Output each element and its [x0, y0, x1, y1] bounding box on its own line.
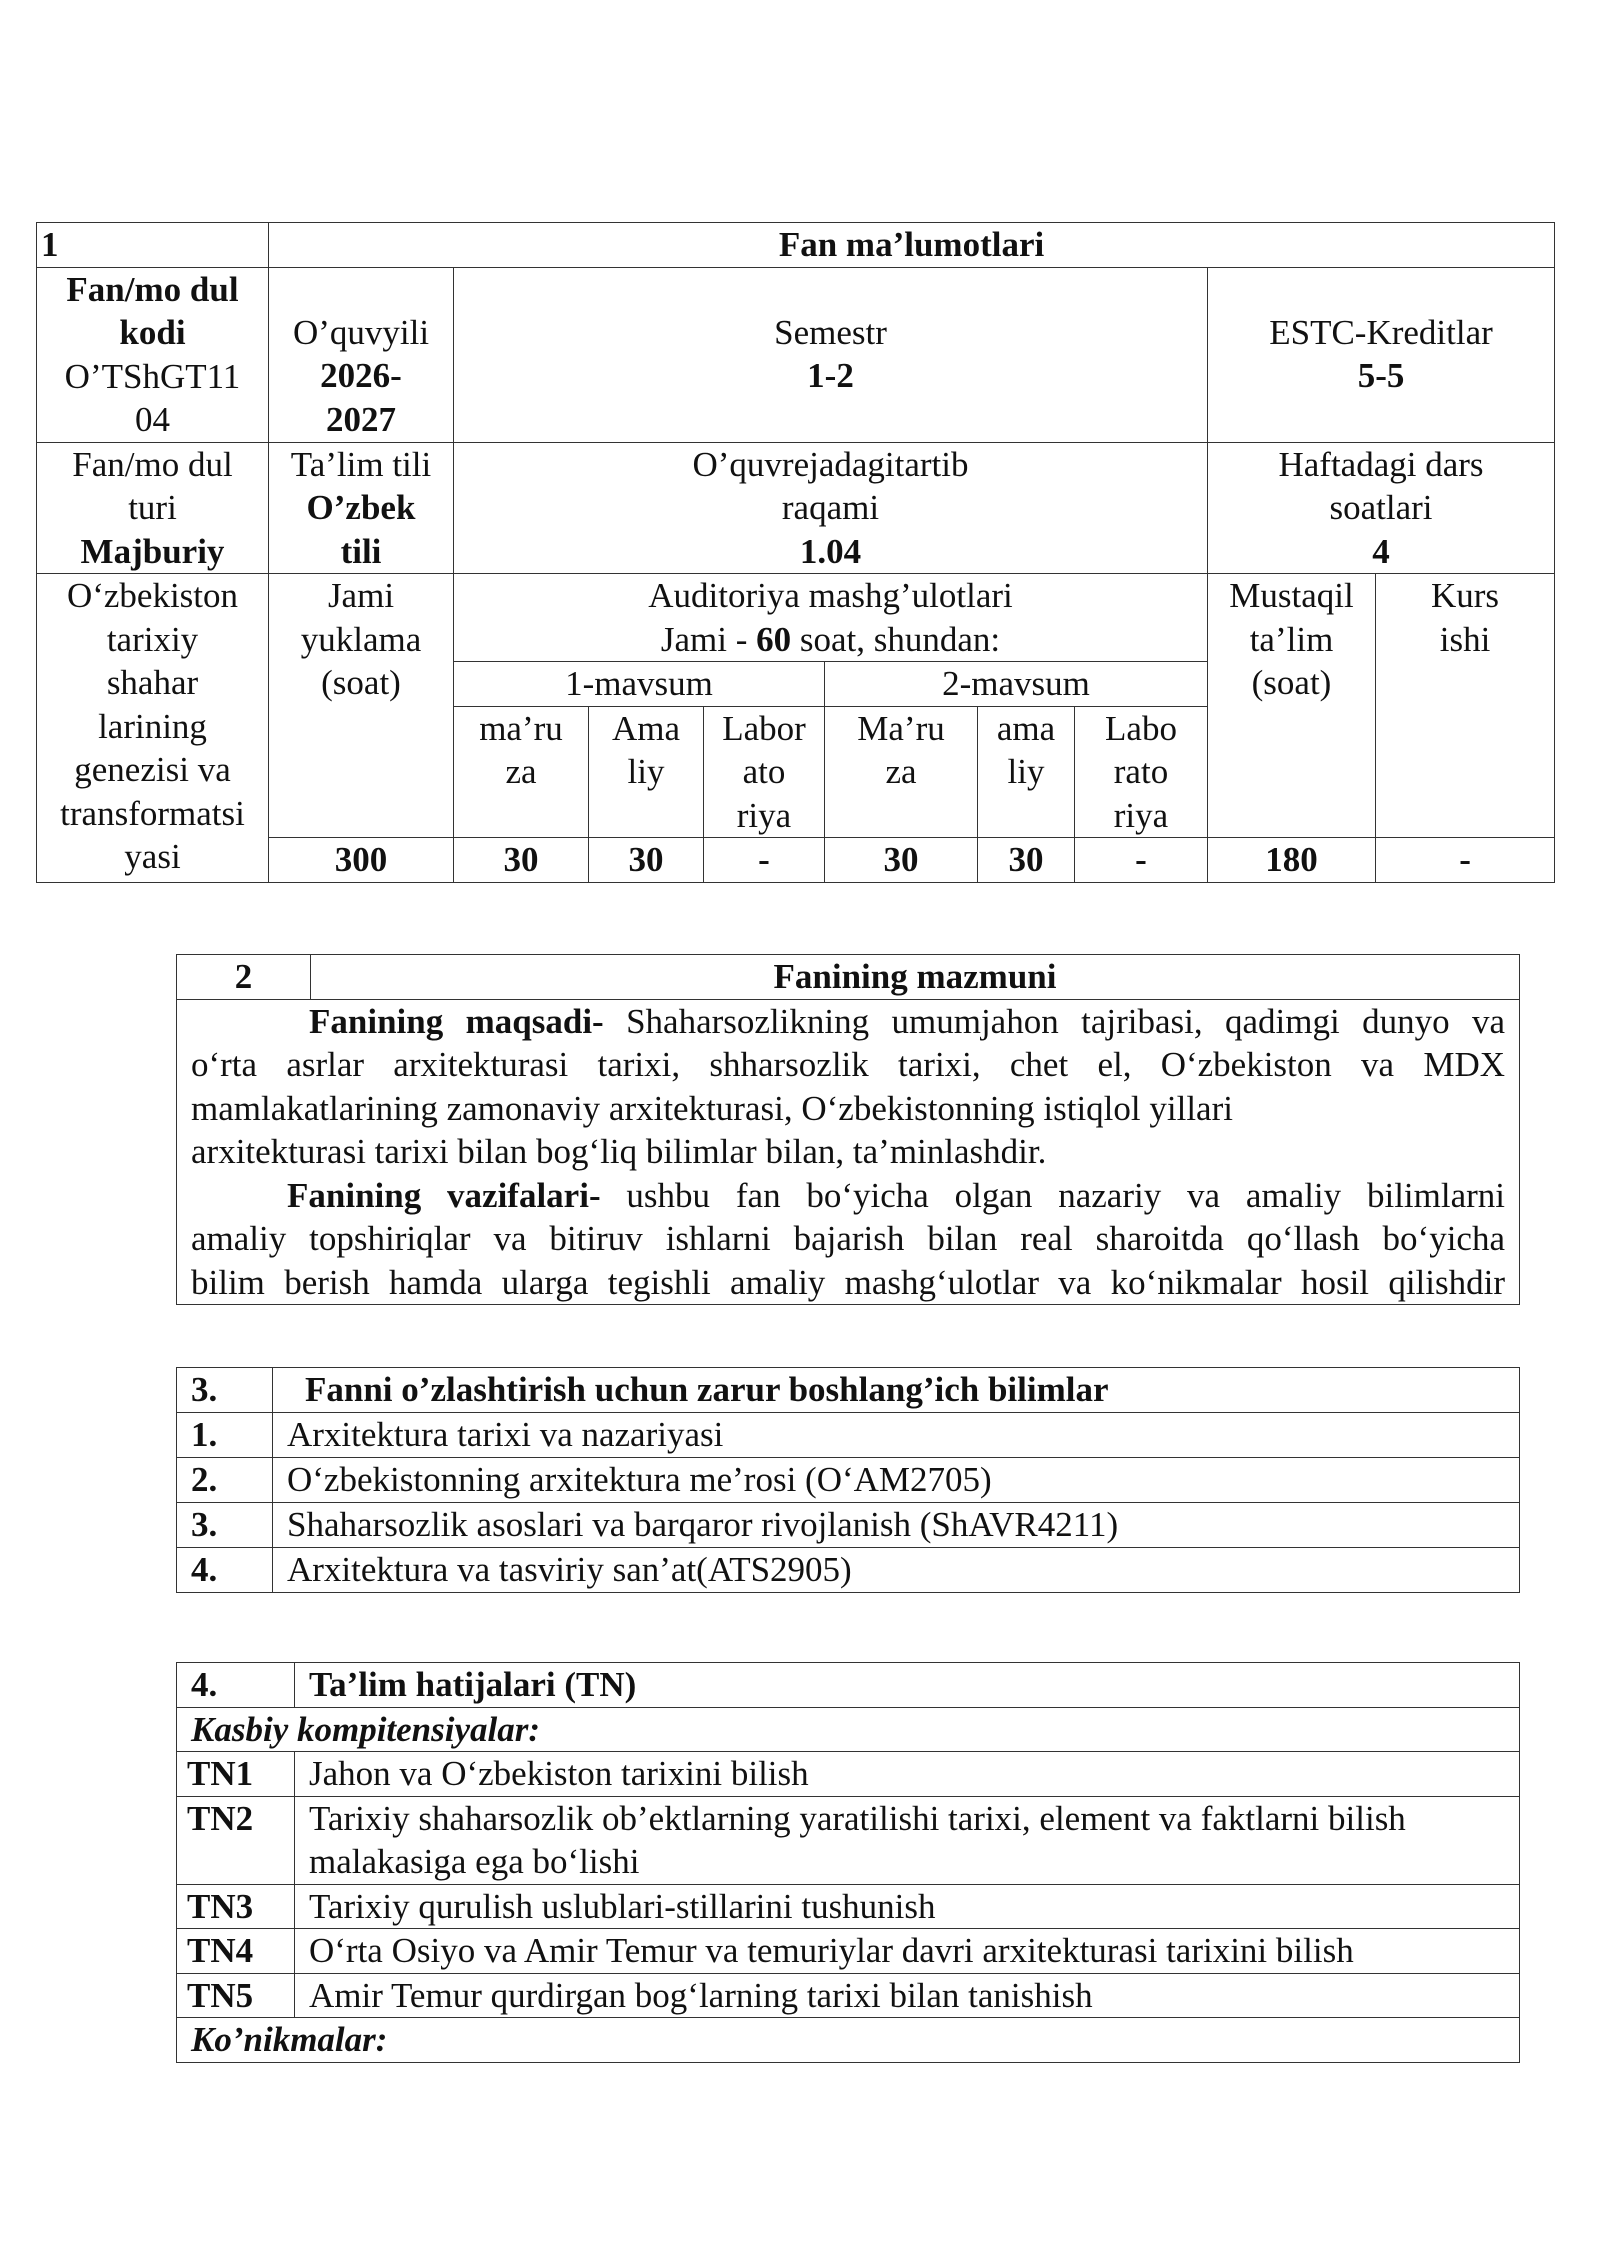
- module-type-value: Majburiy: [80, 531, 225, 571]
- curriculum-order-cell: [454, 442, 1208, 574]
- total-load-cell: [269, 574, 454, 838]
- section-number: 2: [177, 955, 311, 1000]
- auditorium-total: Jami - 60 soat, shundan:: [660, 619, 1001, 659]
- outcome-row: TN5 Amir Temur qurdirgan bog‘larning tarixi bilan tanishish: [177, 1973, 1520, 2018]
- subject-name-line: larining: [98, 706, 207, 746]
- section-number: 3.: [177, 1368, 273, 1413]
- language-value: O’zbek: [306, 488, 416, 527]
- prerequisite-row: 3. Shaharsozlik asoslari va barqaror rivojlanish (ShAVR4211): [177, 1503, 1520, 1548]
- subject-name-line: tarixiy: [106, 619, 199, 659]
- subject-name-line: transformatsi: [60, 793, 245, 833]
- learning-outcomes-table: [176, 1662, 1520, 2063]
- s2-lab-header: Labo rato riya: [1075, 706, 1208, 838]
- s2-practical-header: ama liy: [978, 706, 1075, 838]
- s2-lecture-header: Ma’ru za: [825, 706, 978, 838]
- language-value-2: tili: [340, 531, 382, 571]
- section-title: Fanining mazmuni: [311, 955, 1520, 1000]
- season-1-header: 1-mavsum: [454, 662, 825, 707]
- outcome-row: TN1 Jahon va O‘zbekiston tarixini bilish: [177, 1752, 1520, 1797]
- language-cell: [269, 442, 454, 574]
- credits-cell: [1208, 267, 1555, 442]
- outcome-row: TN4 O‘rta Osiyo va Amir Temur va temuriylar davri arxitekturasi tarixini bilish: [177, 1929, 1520, 1974]
- course-info-table: [36, 222, 1555, 883]
- subject-name-line: O‘zbekiston: [66, 576, 239, 615]
- season-2-header: 2-mavsum: [825, 662, 1208, 707]
- module-type-cell: [37, 442, 269, 574]
- outcome-row: TN3 Tarixiy qurulish uslublari-stillarini tushunish: [177, 1884, 1520, 1929]
- course-content-body: [177, 999, 1520, 1305]
- semester-value: 1-2: [807, 356, 854, 395]
- academic-year-value-2: 2027: [326, 399, 396, 439]
- module-code-cell: [37, 267, 269, 442]
- subject-name-line: shahar: [106, 663, 199, 702]
- language-label: Ta’lim tili: [290, 444, 432, 484]
- section-title: Ta’lim hatijalari (TN): [295, 1663, 1520, 1708]
- credits-value: 5-5: [1357, 356, 1405, 395]
- module-code-value-2: 04: [135, 400, 170, 439]
- tasks-line: Fanining vazifalari- ushbu fan bo‘yicha olgan nazariy va amaliy bilimlarni: [287, 1175, 1506, 1215]
- semester-cell: [454, 267, 1208, 442]
- s1-lecture-header: ma’ru za: [454, 706, 589, 838]
- auditorium-label: Auditoriya mashg’ulotlari: [648, 576, 1013, 615]
- academic-year-value: 2026-: [320, 356, 402, 395]
- subject-name-cell: [37, 574, 269, 883]
- course-work-value: -: [1376, 838, 1555, 883]
- curriculum-order-label-2: raqami: [781, 488, 880, 527]
- s1-lecture-value: 30: [454, 838, 589, 883]
- s1-practical-header: Ama liy: [589, 706, 704, 838]
- weekly-hours-value: 4: [1372, 531, 1390, 571]
- s2-lab-value: -: [1075, 838, 1208, 883]
- course-work-label: ishi: [1439, 619, 1491, 659]
- tasks-line: amaliy topshiriqlar va bitiruv ishlarni bajarish bilan real sharoitda qo‘llash bo‘yicha: [191, 1219, 1505, 1258]
- section-title: Fanni o’zlashtirish uchun zarur boshlang’ich bilimlar: [273, 1368, 1520, 1413]
- section-number: 1: [37, 223, 269, 268]
- curriculum-order-value: 1.04: [799, 531, 862, 571]
- independent-study-value: 180: [1208, 838, 1376, 883]
- course-content-table: [176, 954, 1520, 1305]
- goal-line: arxitekturasi tarixi bilan bog‘liq bilimlar bilan, ta’minlashdir.: [191, 1132, 1047, 1171]
- credits-label: ESTC-Kreditlar: [1269, 312, 1493, 352]
- auditorium-cell: [454, 574, 1208, 662]
- weekly-hours-label-2: soatlari: [1329, 488, 1433, 527]
- academic-year-cell: [269, 267, 454, 442]
- weekly-hours-label: Haftadagi dars: [1278, 444, 1484, 484]
- goal-line: mamlakatlarining zamonaviy arxitekturasi, O‘zbekistonning istiqlol yillari: [191, 1088, 1233, 1128]
- independent-study-label: ta’lim: [1249, 619, 1334, 659]
- s1-practical-value: 30: [589, 838, 704, 883]
- prerequisite-row: 2. O‘zbekistonning arxitektura me’rosi (O‘AM2705): [177, 1458, 1520, 1503]
- s2-practical-value: 30: [978, 838, 1075, 883]
- tasks-label: Fanining vazifalari-: [287, 1175, 601, 1215]
- subject-name-line: genezisi va: [74, 750, 231, 789]
- course-work-cell: [1376, 574, 1555, 838]
- academic-year-label: O’quvyili: [292, 312, 430, 352]
- prerequisite-row: 4. Arxitektura va tasviriy san’at(ATS2905): [177, 1548, 1520, 1593]
- module-type-label: Fan/mo dul: [72, 444, 233, 484]
- independent-study-label: Mustaqil: [1229, 576, 1354, 615]
- curriculum-order-label: O’quvrejadagitartib: [692, 444, 969, 484]
- s1-lab-value: -: [704, 838, 825, 883]
- weekly-hours-cell: [1208, 442, 1555, 574]
- independent-study-cell: [1208, 574, 1376, 838]
- total-load-label: (soat): [321, 663, 401, 702]
- semester-label: Semestr: [774, 312, 887, 352]
- module-type-label-2: turi: [128, 488, 177, 527]
- s1-lab-header: Labor ato riya: [704, 706, 825, 838]
- outcome-row: TN2 Tarixiy shaharsozlik ob’ektlarning yaratilishi tarixi, element va faktlarni bilish malakasiga ega bo‘lishi: [177, 1796, 1520, 1884]
- prerequisite-row: 1. Arxitektura tarixi va nazariyasi: [177, 1413, 1520, 1458]
- goal-line: o‘rta asrlar arxitekturasi tarixi, shharsozlik tarixi, chet el, O‘zbekiston va MDX: [191, 1045, 1505, 1084]
- competencies-label: Kasbiy kompitensiyalar:: [177, 1707, 1520, 1752]
- skills-label: Ko’nikmalar:: [177, 2018, 1520, 2063]
- independent-study-label: (soat): [1251, 663, 1332, 702]
- module-code-label: Fan/mo dul: [66, 269, 239, 309]
- total-load-label: yuklama: [300, 619, 422, 659]
- course-work-label: Kurs: [1430, 576, 1500, 615]
- section-number: 4.: [177, 1663, 295, 1708]
- prerequisites-table: [176, 1367, 1520, 1593]
- goal-line: Fanining maqsadi- Shaharsozlikning umumjahon tajribasi, qadimgi dunyo va: [309, 1001, 1505, 1041]
- module-code-value: O’TShGT11: [64, 356, 241, 396]
- section-title: Fan ma’lumotlari: [269, 223, 1555, 268]
- module-code-label-2: kodi: [119, 313, 186, 352]
- subject-name-line: yasi: [124, 837, 181, 876]
- total-load-label: Jami: [327, 576, 395, 615]
- total-load-value: 300: [269, 838, 454, 883]
- tasks-line: bilim berish hamda ularga tegishli amaliy mashg‘ulotlar va ko‘nikmalar hosil qilishdir: [191, 1262, 1505, 1302]
- goal-label: Fanining maqsadi-: [309, 1001, 604, 1041]
- s2-lecture-value: 30: [825, 838, 978, 883]
